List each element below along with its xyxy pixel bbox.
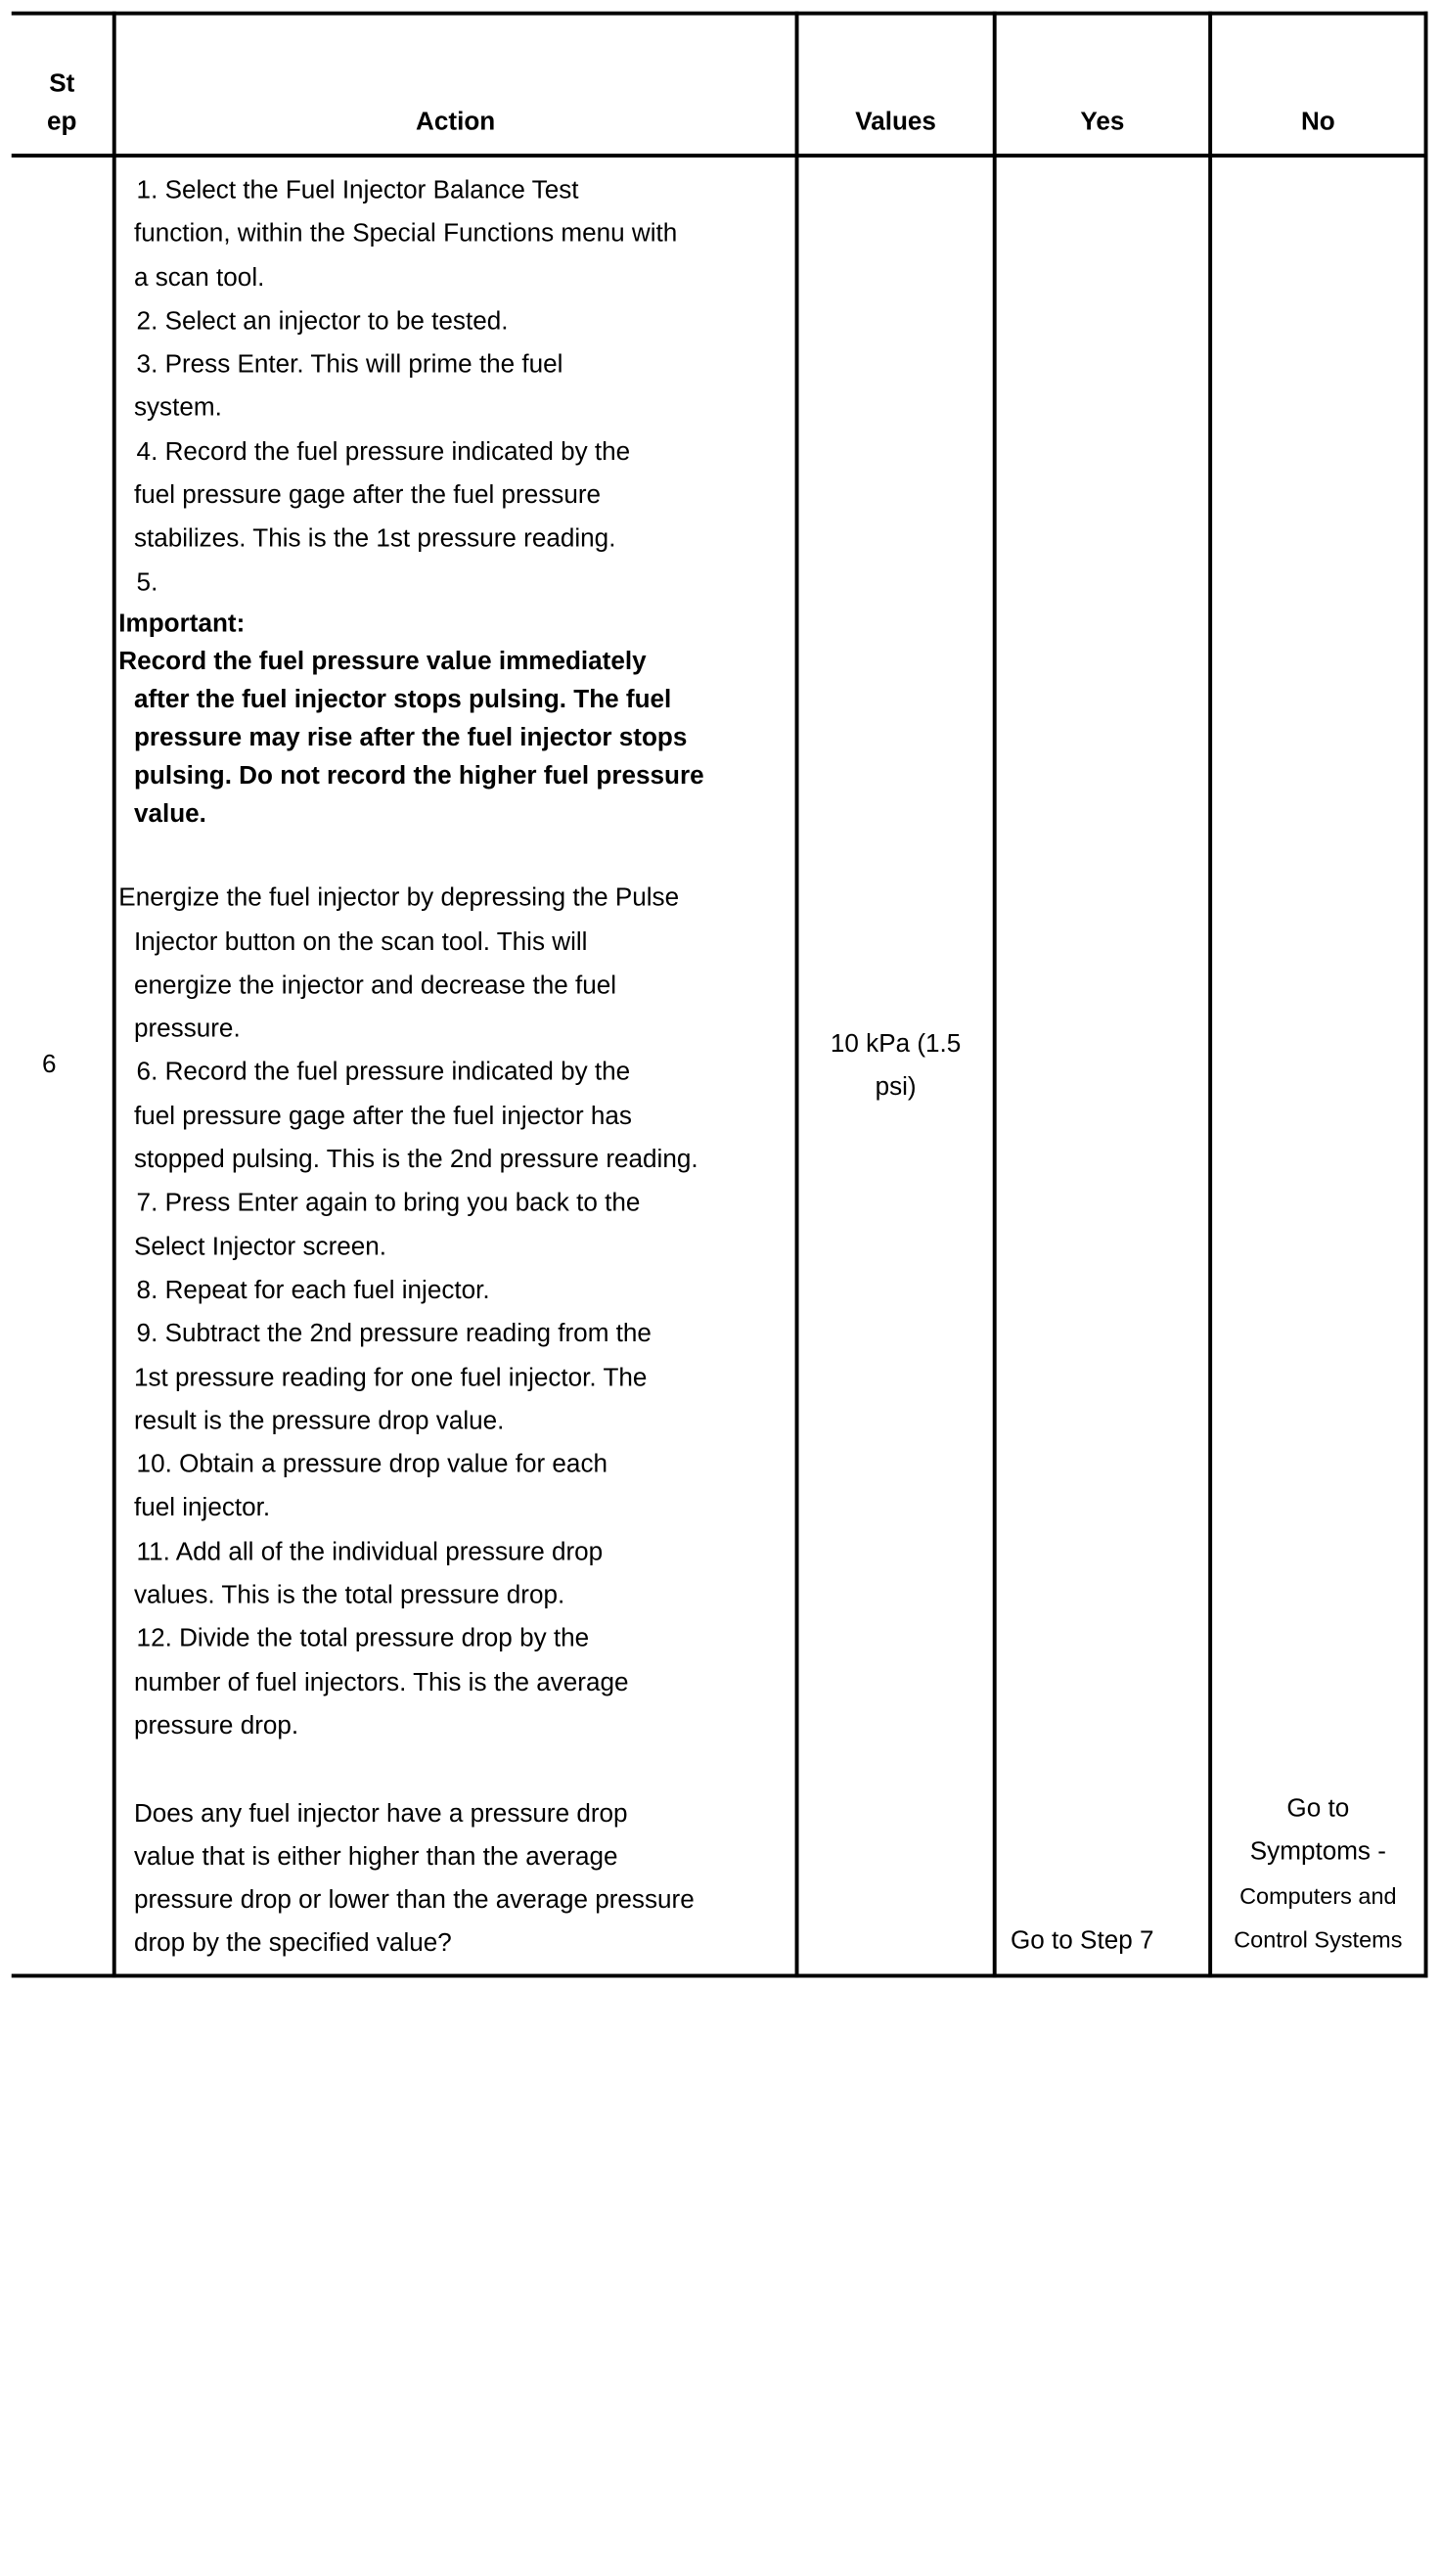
no-line-4: Control Systems xyxy=(1234,1926,1403,1953)
action-line: 11. Add all of the individual pressure drop xyxy=(136,1537,604,1566)
action-line: drop by the specified value? xyxy=(133,1929,452,1959)
action-line: 2. Select an injector to be tested. xyxy=(136,307,509,336)
table-right-border xyxy=(1424,12,1428,1978)
action-line: pressure drop or lower than the average pressure xyxy=(133,1886,695,1915)
yes-cell: Go to Step 7 xyxy=(1011,1926,1154,1956)
action-line: 3. Press Enter. This will prime the fuel xyxy=(136,350,563,380)
action-line: 5. xyxy=(136,568,158,597)
no-line-3: Computers and xyxy=(1239,1882,1397,1909)
action-line: pressure may rise after the fuel injector stops xyxy=(133,723,688,752)
table-top-border xyxy=(12,12,1428,16)
action-line: fuel pressure gage after the fuel injector has xyxy=(133,1102,632,1131)
action-line: stopped pulsing. This is the 2nd pressure reading. xyxy=(133,1146,698,1174)
action-line: after the fuel injector stops pulsing. The fuel xyxy=(133,686,672,714)
action-line: value that is either higher than the average xyxy=(133,1842,618,1872)
action-line: fuel injector. xyxy=(133,1494,271,1522)
action-line: Important: xyxy=(118,610,246,638)
header-action: Action xyxy=(416,108,496,136)
action-line: 6. Record the fuel pressure indicated by the xyxy=(136,1059,631,1087)
action-line: Energize the fuel injector by depressing the Pulse xyxy=(118,883,680,913)
action-line: fuel pressure gage after the fuel pressure xyxy=(133,481,602,510)
column-divider-action xyxy=(795,12,799,1978)
column-divider-values xyxy=(993,12,997,1978)
action-line: function, within the Special Functions menu with xyxy=(133,219,678,249)
action-line: Does any fuel injector have a pressure drop xyxy=(133,1799,628,1828)
action-line: values. This is the total pressure drop. xyxy=(133,1581,565,1609)
action-line: value. xyxy=(133,799,206,829)
column-divider-yes xyxy=(1208,12,1212,1978)
action-line: 7. Press Enter again to bring you back to the xyxy=(136,1189,641,1218)
action-line: result is the pressure drop value. xyxy=(133,1407,505,1435)
action-line: 9. Subtract the 2nd pressure reading from the xyxy=(136,1320,652,1348)
action-line: 4. Record the fuel pressure indicated by the xyxy=(136,437,631,467)
header-yes: Yes xyxy=(1080,108,1125,136)
step-number: 6 xyxy=(42,1050,57,1079)
values-cell: 10 kPa (1.5 psi) xyxy=(830,1029,962,1103)
diagnostic-table xyxy=(12,12,1428,1978)
no-cell xyxy=(1212,1787,1424,1962)
action-line: system. xyxy=(133,394,222,423)
action-line xyxy=(118,834,792,878)
action-line: stabilizes. This is the 1st pressure reading. xyxy=(133,524,616,554)
action-line: pressure drop. xyxy=(133,1711,299,1740)
header-step: St ep xyxy=(47,69,77,136)
header-values: Values xyxy=(855,108,936,136)
action-line: pressure. xyxy=(133,1015,241,1044)
column-divider-step xyxy=(112,12,116,1978)
no-line-1: Go to xyxy=(1286,1794,1350,1824)
action-line: 8. Repeat for each fuel injector. xyxy=(136,1276,490,1305)
action-line xyxy=(118,1748,792,1792)
action-line: 10. Obtain a pressure drop value for each xyxy=(136,1450,608,1479)
action-line: energize the injector and decrease the fuel xyxy=(133,972,617,1000)
table-bottom-border xyxy=(12,1974,1428,1978)
action-line: Injector button on the scan tool. This will xyxy=(133,927,588,957)
action-line: Select Injector screen. xyxy=(133,1233,387,1261)
action-line: Record the fuel pressure value immediately xyxy=(118,648,647,676)
action-line: a scan tool. xyxy=(133,263,265,293)
action-line: 12. Divide the total pressure drop by the xyxy=(136,1624,590,1653)
header-no: No xyxy=(1300,108,1335,136)
action-line: pulsing. Do not record the higher fuel pressure xyxy=(133,761,704,791)
no-line-2: Symptoms - xyxy=(1249,1838,1386,1867)
header-bottom-border xyxy=(12,154,1428,158)
action-line: 1st pressure reading for one fuel injector. The xyxy=(133,1363,648,1392)
action-line: number of fuel injectors. This is the average xyxy=(133,1668,629,1697)
action-line: 1. Select the Fuel Injector Balance Test xyxy=(136,176,579,205)
action-cell xyxy=(118,169,792,1966)
